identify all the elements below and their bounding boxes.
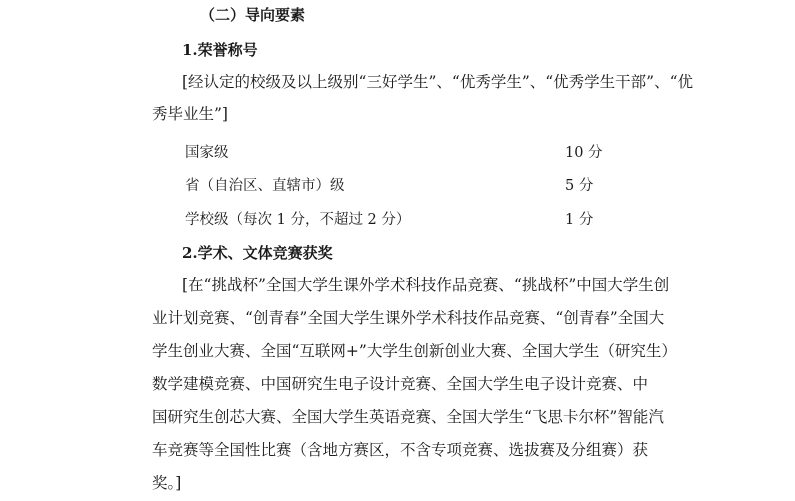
competition-text-line: 国研究生创芯大赛、全国大学生英语竞赛、全国大学生“飞思卡尔杯”智能汽 (152, 408, 664, 426)
honor-description-line: [经认定的校级及以上级别“三好学生”、“优秀学生”、“优秀学生干部”、“优 (182, 73, 694, 91)
competition-text-line: 业计划竞赛、“创青春”全国大学生课外学术科技作品竞赛、“创青春”全国大 (152, 309, 665, 327)
honor-heading: 1.荣誉称号 (182, 41, 258, 59)
row-score: 5 分 (565, 178, 594, 194)
row-label: 学校级（每次 1 分，不超过 2 分） (185, 212, 411, 228)
honor-description-line: 秀毕业生”] (152, 105, 228, 123)
row-label: 省（自治区、直辖市）级 (185, 178, 345, 194)
competition-text-line: 车竞赛等全国性比赛（含地方赛区，不含专项竞赛、选拔赛及分组赛）获 (152, 441, 649, 459)
competition-text-line: 奖。] (152, 474, 182, 492)
section-heading: （二）导向要素 (200, 6, 306, 24)
competition-text-line: 学生创业大赛、全国“互联网+”大学生创新创业大赛、全国大学生（研究生） (152, 342, 677, 360)
competition-heading: 2.学术、文体竞赛获奖 (182, 244, 333, 262)
row-score: 1 分 (565, 212, 594, 228)
competition-text-line: [在“挑战杯”全国大学生课外学术科技作品竞赛、“挑战杯”中国大学生创 (182, 276, 670, 294)
competition-text-line: 数学建模竞赛、中国研究生电子设计竞赛、全国大学生电子设计竞赛、中 (152, 375, 649, 393)
row-label: 国家级 (185, 145, 229, 161)
row-score: 10 分 (565, 145, 603, 161)
